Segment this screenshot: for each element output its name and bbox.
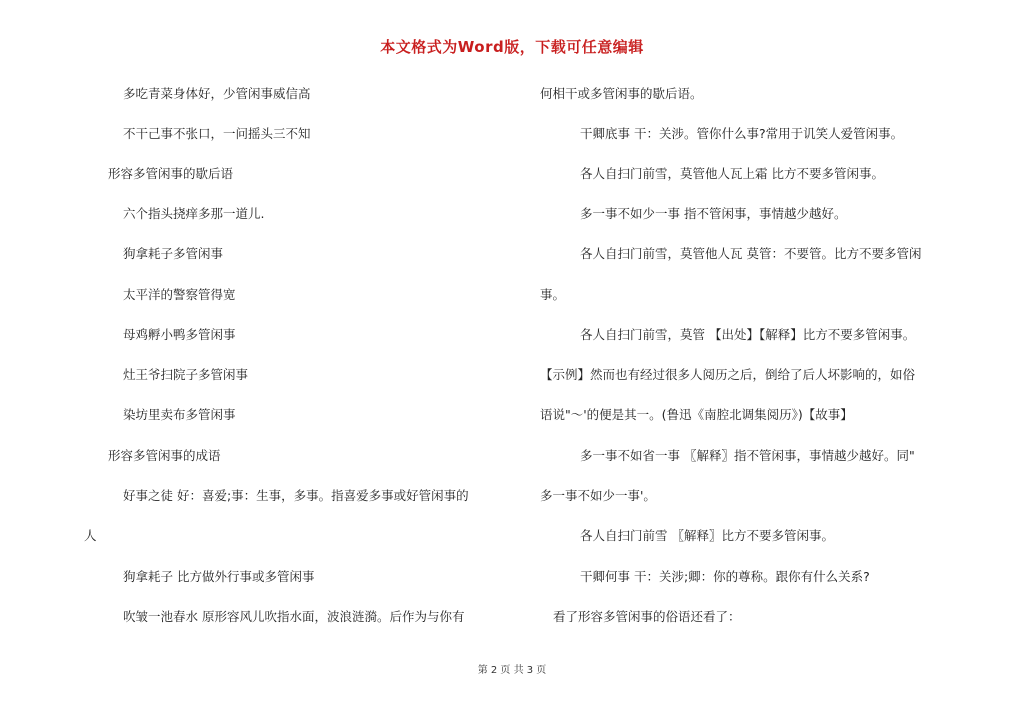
text-line: 语说"～'的便是其一。(鲁迅《南腔北调集阅历》)【故事】 — [540, 407, 853, 422]
section-heading: 形容多管闲事的歇后语 — [108, 166, 234, 181]
text-line: 多吃青菜身体好，少管闲事威信高 — [123, 86, 311, 101]
text-line: 干卿何事 干：关涉;卿：你的尊称。跟你有什么关系? — [580, 569, 870, 584]
text-line: 不干己事不张口，一问摇头三不知 — [123, 126, 311, 141]
section-heading: 形容多管闲事的成语 — [108, 448, 221, 463]
text-line: 多一事不如少一事'。 — [540, 488, 656, 503]
text-line: 人 — [84, 528, 97, 543]
text-line: 各人自扫门前雪，莫管他人瓦上霜 比方不要多管闲事。 — [580, 166, 884, 181]
text-line: 母鸡孵小鸭多管闲事 — [123, 327, 236, 342]
text-line: 灶王爷扫院子多管闲事 — [123, 367, 249, 382]
page-number: 第 2 页 共 3 页 — [477, 665, 547, 676]
text-line: 干卿底事 干：关涉。管你什么事?常用于讥笑人爱管闲事。 — [580, 126, 904, 141]
text-line: 六个指头挠痒多那一道儿. — [123, 206, 265, 221]
text-line: 太平洋的警察管得宽 — [123, 287, 236, 302]
text-line: 事。 — [540, 287, 566, 302]
text-line: 各人自扫门前雪 〖解释〗比方不要多管闲事。 — [580, 528, 834, 543]
text-line: 好事之徒 好：喜爱;事：生事，多事。指喜爱多事或好管闲事的 — [123, 488, 469, 503]
text-line: 多一事不如少一事 指不管闲事，事情越少越好。 — [580, 206, 847, 221]
text-line: 各人自扫门前雪，莫管他人瓦 莫管：不要管。比方不要多管闲 — [580, 246, 922, 261]
text-line: 染坊里卖布多管闲事 — [123, 407, 236, 422]
text-line: 吹皱一池春水 原形容风儿吹指水面，波浪涟漪。后作为与你有 — [123, 609, 465, 624]
text-line: 多一事不如省一事 〖解释〗指不管闲事，事情越少越好。同" — [580, 448, 915, 463]
text-line: 各人自扫门前雪，莫管 【出处】【解释】比方不要多管闲事。 — [580, 327, 916, 342]
document-header-title: 本文格式为Word版，下载可任意编辑 — [380, 38, 644, 56]
text-line: 狗拿耗子多管闲事 — [123, 246, 224, 261]
text-line: 狗拿耗子 比方做外行事或多管闲事 — [123, 569, 315, 584]
text-line: 何相干或多管闲事的歇后语。 — [540, 86, 703, 101]
text-line: 【示例】然而也有经过很多人阅历之后，倒给了后人坏影响的，如俗 — [540, 367, 916, 382]
text-line: 看了形容多管闲事的俗语还看了： — [553, 609, 741, 624]
